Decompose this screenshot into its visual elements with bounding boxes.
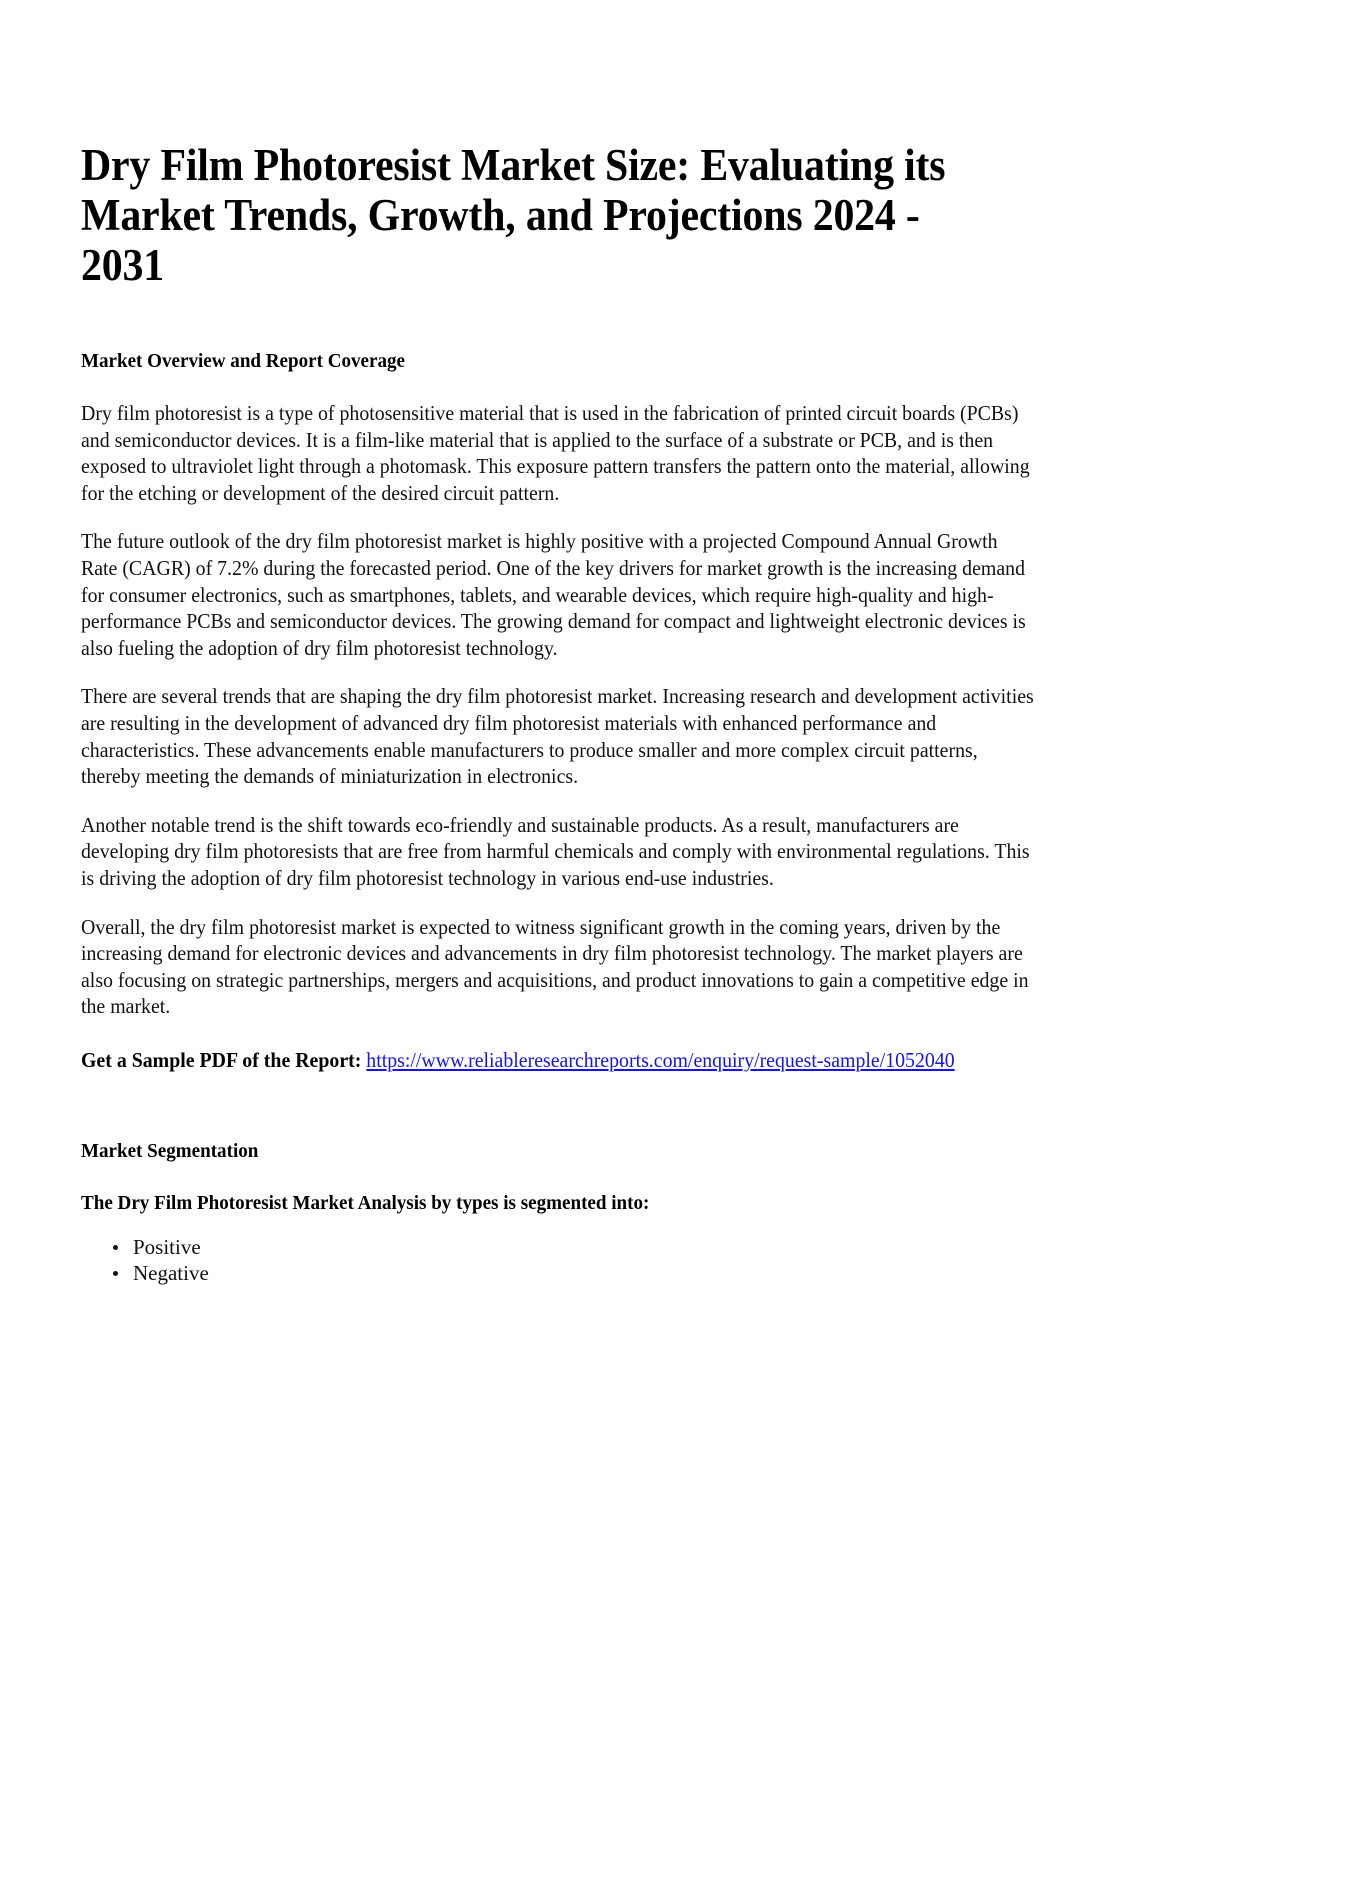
bullet-icon: [113, 1271, 118, 1276]
segment-types-list: [81, 1234, 1226, 1286]
document-content: [81, 140, 1226, 1286]
heading-segmentation-by-types: The Dry Film Photoresist Market Analysis by types is segmented into:: [81, 1191, 650, 1214]
bullet-icon: [113, 1245, 118, 1250]
heading-market-segmentation: Market Segmentation: [81, 1139, 259, 1162]
heading-market-overview: Market Overview and Report Coverage: [81, 350, 406, 372]
paragraph-market-trends: There are several trends that are shaping the dry film photoresist market. Increasing research and development activities are resulting in the development of advanced dry film photoresist materials with enhanced performance and characteristics. These advancements enable manufacturers to produce smaller and more complex circuit patterns, thereby meeting the demands of miniaturization in electronics.: [81, 684, 1034, 789]
list-item-label: Negative: [133, 1260, 209, 1285]
paragraph-overall-outlook: Overall, the dry film photoresist market is expected to witness significant growth in the coming years, driven by the increasing demand for electronic devices and advancements in dry film photoresist technology. The market players are also focusing on strategic partnerships, mergers and acquisitions, and product innovations to gain a competitive edge in the market.: [81, 914, 1029, 1019]
list-item: [81, 1260, 1226, 1286]
sample-pdf-label: Get a Sample PDF of the Report:: [81, 1047, 362, 1072]
list-item-label: Positive: [133, 1234, 201, 1259]
paragraph-eco-friendly-trend: Another notable trend is the shift towards eco-friendly and sustainable products. As a result, manufacturers are developing dry film photoresists that are free from harmful chemicals and comply with environmental regulations. This is driving the adoption of dry film photoresist technology in various end-use industries.: [81, 812, 1030, 890]
sample-pdf-line: [81, 1046, 1040, 1074]
list-item: [81, 1234, 1226, 1260]
paragraph-overview-definition: Dry film photoresist is a type of photosensitive material that is used in the fabrication of printed circuit boards (PCBs) and semiconductor devices. It is a film-like material that is applied to the surface of a substrate or PCB, and is then exposed to ultraviolet light through a photomask. This exposure pattern transfers the pattern onto the material, allowing for the etching or development of the desired circuit pattern.: [81, 401, 1030, 505]
paragraph-future-outlook: The future outlook of the dry film photoresist market is highly positive with a projected Compound Annual Growth Rate (CAGR) of 7.2% during the forecasted period. One of the key drivers for market growth is the increasing demand for consumer electronics, such as smartphones, tablets, and wearable devices, which require high-quality and high-performance PCBs and semiconductor devices. The growing demand for compact and lightweight electronic devices is also fueling the adoption of dry film photoresist technology.: [81, 529, 1026, 660]
sample-pdf-link[interactable]: https://www.reliableresearchreports.com/enquiry/request-sample/1052040: [366, 1047, 955, 1072]
page-title: Dry Film Photoresist Market Size: Evaluating its Market Trends, Growth, and Projections 2024 - 2031: [81, 140, 946, 290]
